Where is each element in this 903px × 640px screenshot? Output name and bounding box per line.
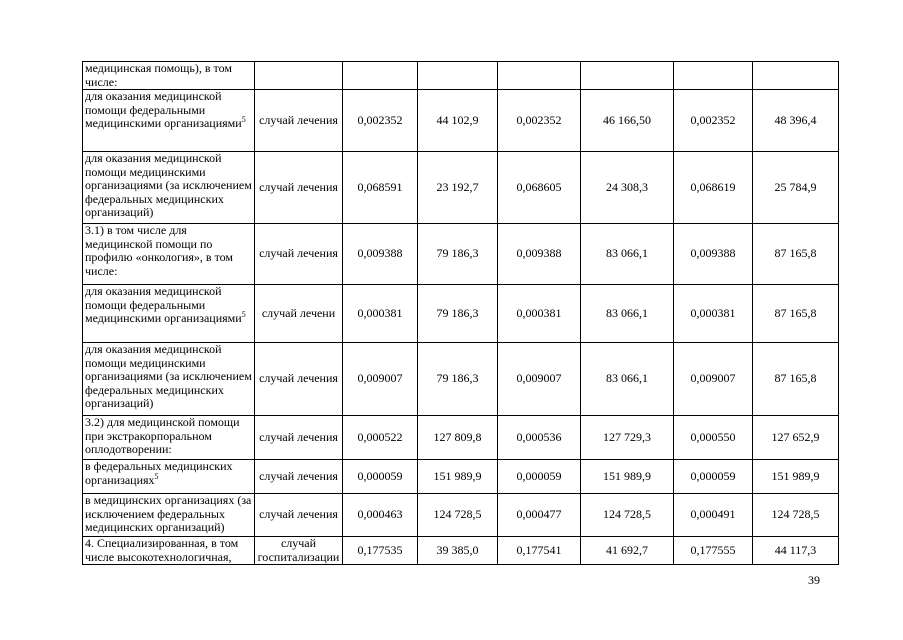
row-label xyxy=(83,343,255,416)
row-label-text: для оказания медицинской помощи медицинскими организациями (за исключением федеральных медицинских организаций) xyxy=(85,151,252,219)
value-cell: 0,002352 xyxy=(498,90,581,152)
value-cell: 151 989,9 xyxy=(581,460,674,494)
value-cell: 124 728,5 xyxy=(753,494,839,537)
row-label xyxy=(83,537,255,565)
value-cell: 0,009007 xyxy=(343,343,418,416)
value-cell: 124 728,5 xyxy=(418,494,498,537)
value-cell: 151 989,9 xyxy=(418,460,498,494)
value-cell xyxy=(418,62,498,90)
row-label xyxy=(83,224,255,285)
row-label xyxy=(83,90,255,152)
footnote-mark: 5 xyxy=(241,115,246,124)
value-cell: 0,000463 xyxy=(343,494,418,537)
row-label-text: 3.2) для медицинской помощи при экстракорпоральном оплодотворении: xyxy=(85,415,240,456)
data-table xyxy=(82,61,839,565)
unit-cell: случай лечения xyxy=(255,494,343,537)
value-cell: 83 066,1 xyxy=(581,224,674,285)
value-cell: 124 728,5 xyxy=(581,494,674,537)
value-cell: 0,009388 xyxy=(343,224,418,285)
row-label xyxy=(83,285,255,343)
footnote-mark: 5 xyxy=(241,310,246,319)
row-label-text: медицинская помощь), в том числе: xyxy=(85,61,232,89)
value-cell: 0,068619 xyxy=(674,152,753,224)
row-label xyxy=(83,460,255,494)
value-cell: 0,000381 xyxy=(674,285,753,343)
row-label-text: для оказания медицинской помощи медицинскими организациями (за исключением федеральных медицинских организаций) xyxy=(85,342,252,410)
row-label-text: 3.1) в том числе для медицинской помощи по профилю «онкология», в том числе: xyxy=(85,223,234,278)
value-cell: 0,000059 xyxy=(674,460,753,494)
table-row xyxy=(83,285,839,343)
value-cell: 87 165,8 xyxy=(753,343,839,416)
table-body xyxy=(83,62,839,565)
value-cell xyxy=(674,62,753,90)
table-row xyxy=(83,62,839,90)
value-cell: 46 166,50 xyxy=(581,90,674,152)
value-cell: 0,000550 xyxy=(674,416,753,460)
value-cell: 0,000522 xyxy=(343,416,418,460)
table-row xyxy=(83,152,839,224)
value-cell: 44 102,9 xyxy=(418,90,498,152)
value-cell: 83 066,1 xyxy=(581,285,674,343)
value-cell xyxy=(498,62,581,90)
value-cell: 0,000059 xyxy=(343,460,418,494)
value-cell: 39 385,0 xyxy=(418,537,498,565)
row-label-text: в медицинских организациях (за исключением федеральных медицинских организаций) xyxy=(85,493,252,534)
row-label xyxy=(83,62,255,90)
table-row xyxy=(83,224,839,285)
row-label xyxy=(83,416,255,460)
row-label xyxy=(83,152,255,224)
table-row xyxy=(83,537,839,565)
unit-cell: случай лечения xyxy=(255,152,343,224)
unit-cell: случай госпитализации xyxy=(255,537,343,565)
value-cell: 127 809,8 xyxy=(418,416,498,460)
value-cell: 25 784,9 xyxy=(753,152,839,224)
value-cell: 0,068605 xyxy=(498,152,581,224)
unit-cell: случай лечения xyxy=(255,224,343,285)
page-number: 39 xyxy=(808,573,820,587)
value-cell: 79 186,3 xyxy=(418,343,498,416)
value-cell: 44 117,3 xyxy=(753,537,839,565)
table-row xyxy=(83,494,839,537)
value-cell: 0,002352 xyxy=(674,90,753,152)
value-cell: 0,000059 xyxy=(498,460,581,494)
value-cell: 0,068591 xyxy=(343,152,418,224)
row-label-text: для оказания медицинской помощи федеральными медицинскими организациями xyxy=(85,89,242,130)
row-label-text: для оказания медицинской помощи федеральными медицинскими организациями xyxy=(85,284,242,325)
value-cell: 79 186,3 xyxy=(418,285,498,343)
unit-cell: случай лечения xyxy=(255,416,343,460)
value-cell: 127 652,9 xyxy=(753,416,839,460)
value-cell: 0,000381 xyxy=(498,285,581,343)
table-row xyxy=(83,343,839,416)
unit-cell: случай лечени xyxy=(255,285,343,343)
value-cell: 0,009388 xyxy=(674,224,753,285)
value-cell: 83 066,1 xyxy=(581,343,674,416)
value-cell: 87 165,8 xyxy=(753,285,839,343)
value-cell xyxy=(753,62,839,90)
unit-cell: случай лечения xyxy=(255,343,343,416)
value-cell: 48 396,4 xyxy=(753,90,839,152)
row-label-text: в федеральных медицинских организациях xyxy=(85,459,233,487)
value-cell xyxy=(343,62,418,90)
value-cell: 87 165,8 xyxy=(753,224,839,285)
value-cell: 0,177535 xyxy=(343,537,418,565)
value-cell: 0,177555 xyxy=(674,537,753,565)
value-cell: 127 729,3 xyxy=(581,416,674,460)
unit-cell: случай лечения xyxy=(255,460,343,494)
value-cell: 0,009007 xyxy=(498,343,581,416)
value-cell xyxy=(581,62,674,90)
value-cell: 79 186,3 xyxy=(418,224,498,285)
value-cell: 24 308,3 xyxy=(581,152,674,224)
value-cell: 41 692,7 xyxy=(581,537,674,565)
unit-cell: случай лечения xyxy=(255,90,343,152)
unit-cell xyxy=(255,62,343,90)
footnote-mark: 5 xyxy=(154,471,159,481)
value-cell: 0,009388 xyxy=(498,224,581,285)
value-cell: 0,009007 xyxy=(674,343,753,416)
row-label-text: 4. Специализированная, в том числе высокотехнологичная, xyxy=(85,536,239,564)
value-cell: 0,002352 xyxy=(343,90,418,152)
table-row xyxy=(83,416,839,460)
value-cell: 0,000381 xyxy=(343,285,418,343)
value-cell: 23 192,7 xyxy=(418,152,498,224)
table-row xyxy=(83,90,839,152)
table-row xyxy=(83,460,839,494)
value-cell: 0,000536 xyxy=(498,416,581,460)
value-cell: 0,000477 xyxy=(498,494,581,537)
value-cell: 151 989,9 xyxy=(753,460,839,494)
value-cell: 0,177541 xyxy=(498,537,581,565)
row-label xyxy=(83,494,255,537)
value-cell: 0,000491 xyxy=(674,494,753,537)
